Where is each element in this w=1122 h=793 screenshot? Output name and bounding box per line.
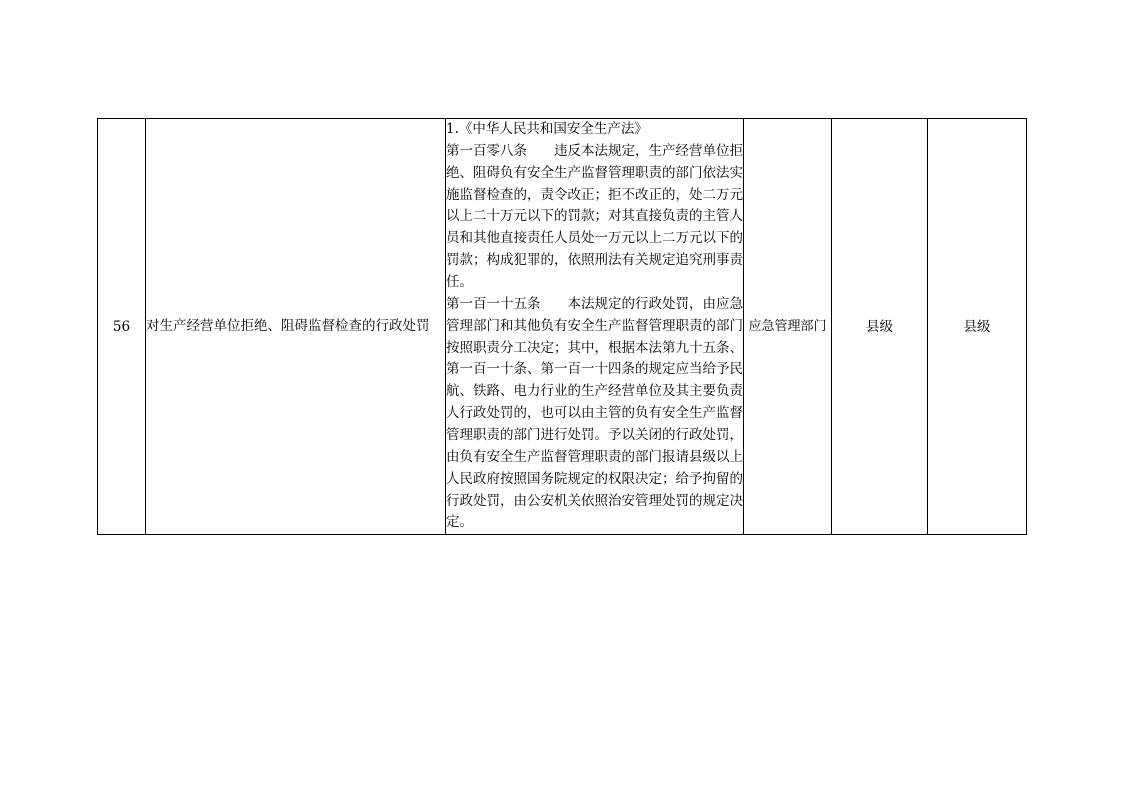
legal-basis-article-108: 第一百零八条 违反本法规定，生产经营单位拒绝、阻碍负有安全生产监督管理职责的部门依法实施监督检查的，责令改正；拒不改正的，处二万元以上二十万元以下的罚款；对其直接负责的主管人员和其他直接责任人员处一万元以上二万元以下的罚款；构成犯罪的，依照刑法有关规定追究刑事责任。 [446, 142, 743, 291]
row-level-second-cell [928, 119, 1027, 535]
department-name: 应急管理部门 [748, 318, 827, 334]
level-first: 县级 [866, 318, 893, 335]
row-department-cell [744, 119, 832, 535]
table-row [98, 119, 1027, 535]
row-item-name-cell [146, 119, 446, 535]
row-legal-basis-cell [446, 119, 744, 535]
legal-basis-article-115: 第一百一十五条 本法规定的行政处罚，由应急管理部门和其他负有安全生产监督管理职责的部门按照职责分工决定；其中，根据本法第九十五条、第一百一十条、第一百一十四条的规定应当给予民航、铁路、电力行业的生产经营单位及其主要负责人行政处罚的，也可以由主管的负有安全生产监督管理职责的部门进行处罚。予以关闭的行政处罚，由负有安全生产监督管理职责的部门报请县级以上人民政府按照国务院规定的权限决定；给予拘留的行政处罚，由公安机关依照治安管理处罚的规定决定。 [446, 295, 743, 531]
level-second: 县级 [963, 318, 991, 335]
row-number-cell [98, 119, 146, 535]
item-name: 对生产经营单位拒绝、阻碍监督检查的行政处罚 [146, 317, 430, 334]
row-number: 56 [112, 318, 131, 335]
legal-basis-title: 1.《中华人民共和国安全生产法》 [446, 121, 648, 137]
administrative-penalty-table [97, 118, 1027, 535]
row-level-first-cell [832, 119, 928, 535]
